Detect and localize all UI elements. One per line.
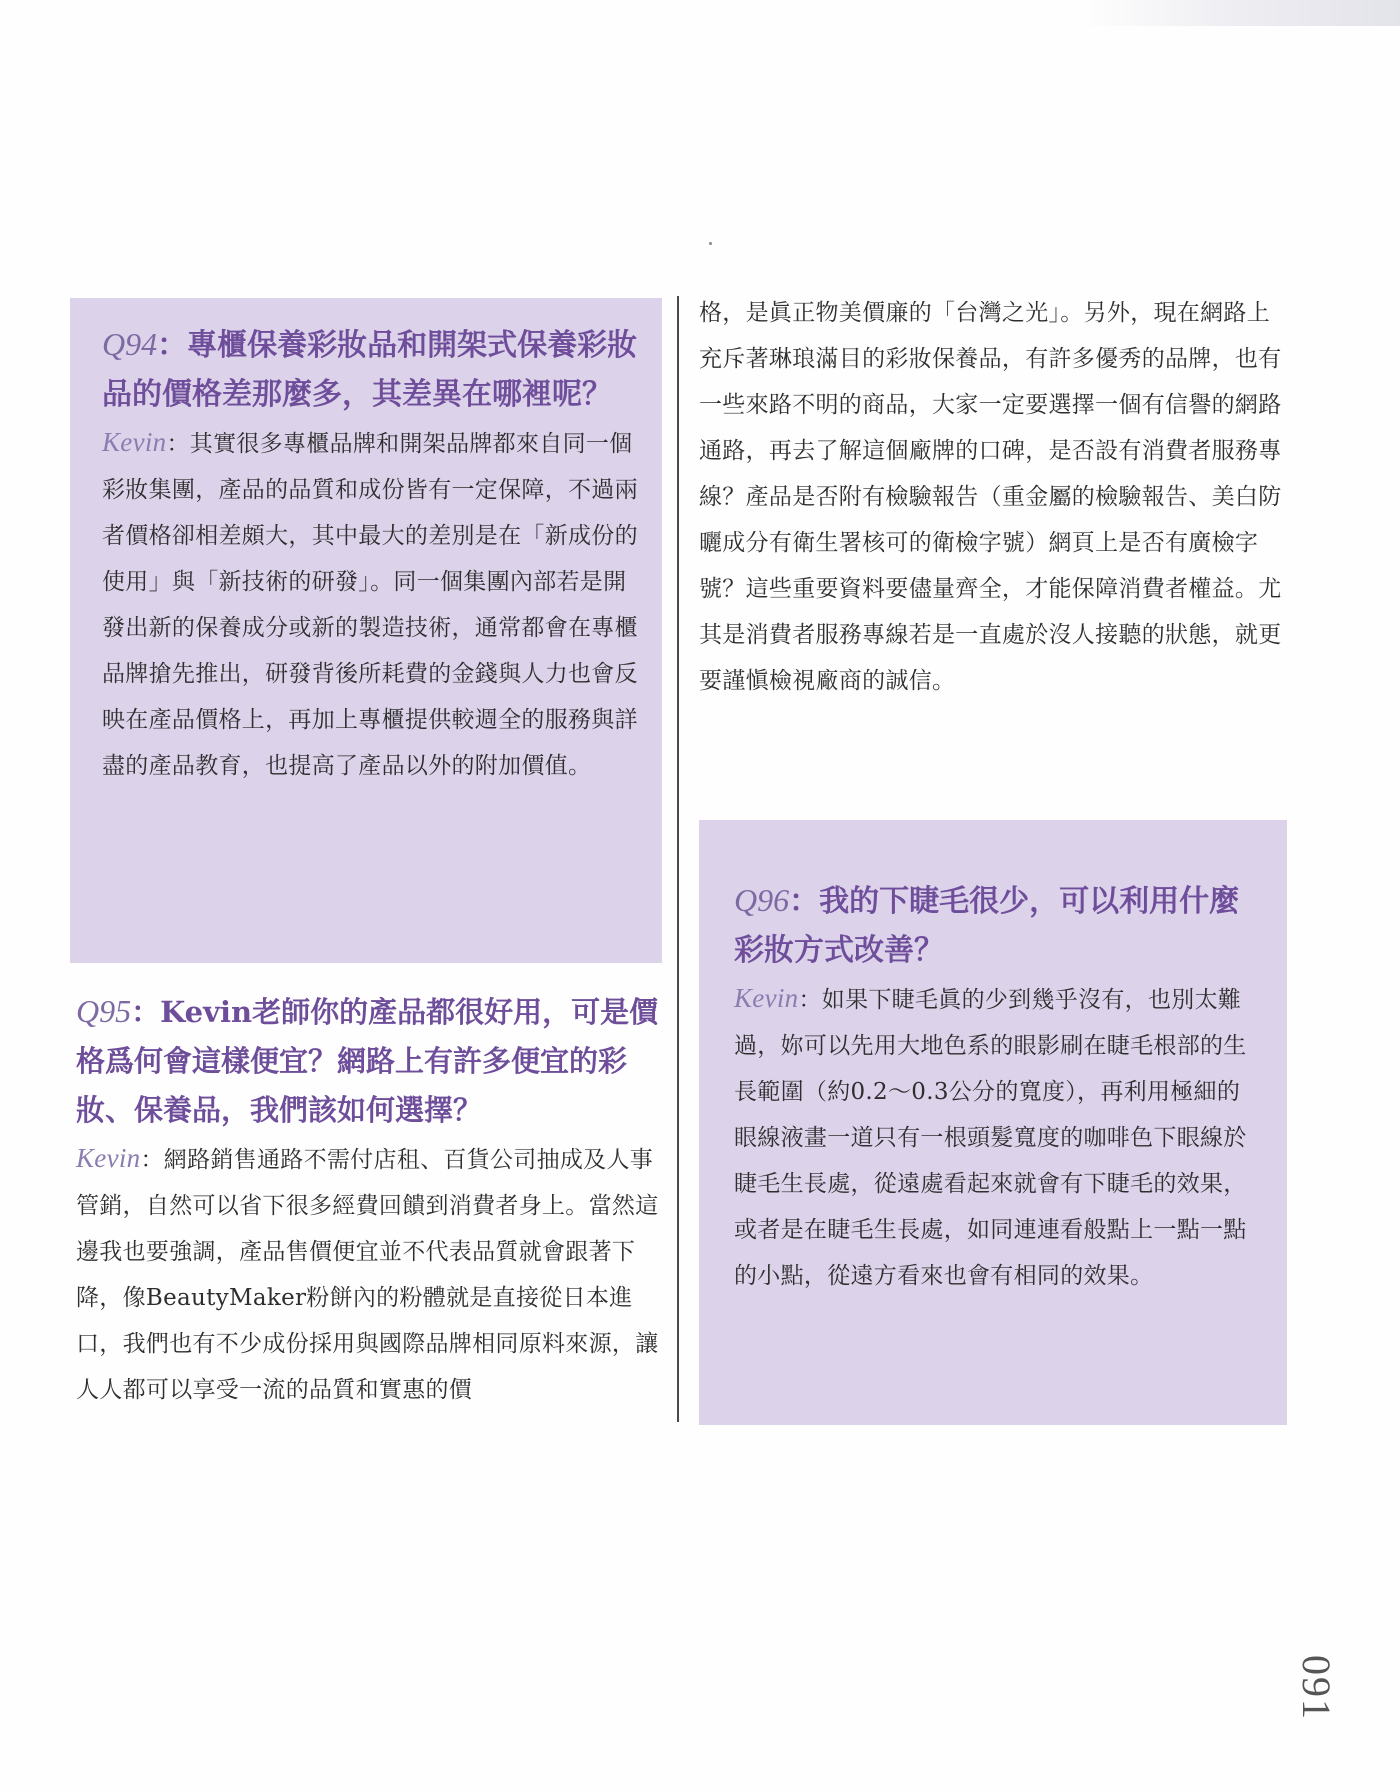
q96-answer-text: ：如果下睫毛眞的少到幾乎沒有，也別太難過，妳可以先用大地色系的眼影刷在睫毛根部的生長範圍（約0.2～0.3公分的寬度），再利用極細的眼線液畫一道只有一根頭髮寬度的咖啡色下眼線於睫毛生長處，從遠處看起來就會有下睫毛的效果，或者是在睫毛生長處，如同連連看般點上一點一點的小點，從遠方看來也會有相同的效果。 <box>734 987 1247 1289</box>
q95-answer-continued: 格，是眞正物美價廉的「台灣之光」。另外，現在網路上充斥著琳琅滿目的彩妝保養品，有許多優秀的品牌，也有一些來路不明的商品，大家一定要選擇一個有信譽的網路通路，再去了解這個廠牌的口碑，是否設有消費者服務專線？產品是否附有檢驗報告（重金屬的檢驗報告、美白防曬成分有衛生署核可的衛檢字號）網頁上是否有廣檢字號？這些重要資料要儘量齊全，才能保障消費者權益。尤其是消費者服務專線若是一直處於沒人接聽的狀態，就更要謹愼檢視廠商的誠信。 <box>699 300 1282 694</box>
q96-section <box>734 876 1254 1299</box>
q95-speaker: Kevin <box>76 1143 141 1173</box>
q96-answer <box>734 975 1254 1299</box>
q94-question-text: ：專櫃保養彩妝品和開架式保養彩妝品的價格差那麼多，其差異在哪裡呢？ <box>102 328 638 412</box>
q94-section <box>102 320 642 789</box>
q96-label: Q96 <box>734 882 790 918</box>
q96-speaker: Kevin <box>734 983 799 1013</box>
page-corner-shadow <box>1080 0 1400 26</box>
q94-answer-text: ：其實很多專櫃品牌和開架品牌都來自同一個彩妝集團，產品的品質和成份皆有一定保障，不過兩者價格卻相差頗大，其中最大的差別是在「新成份的使用」與「新技術的研發」。同一個集團內部若是開發出新的保養成分或新的製造技術，通常都會在專櫃品牌搶先推出，研發背後所耗費的金錢與人力也會反映在產品價格上，再加上專櫃提供較週全的服務與詳盡的產品教育，也提高了產品以外的附加價值。 <box>102 431 638 779</box>
q96-question-text: ：我的下睫毛很少，可以利用什麼彩妝方式改善？ <box>734 884 1240 968</box>
q95-question-text: ：Kevin老師你的產品都很好用，可是價格爲何會這樣便宜？網路上有許多便宜的彩妝、保養品，我們該如何選擇？ <box>76 995 659 1127</box>
q94-speaker: Kevin <box>102 427 167 457</box>
q95-answer <box>76 1135 666 1413</box>
q95-answer-continued-section <box>699 290 1293 704</box>
q96-question <box>734 876 1254 975</box>
q94-label: Q94 <box>102 326 158 362</box>
q95-question <box>76 987 666 1135</box>
page-number: 091 <box>1294 1655 1339 1721</box>
print-speck <box>709 242 712 245</box>
q94-answer <box>102 419 642 789</box>
q95-section <box>76 987 666 1413</box>
q94-question <box>102 320 642 419</box>
column-divider <box>677 296 679 1422</box>
q95-answer-text: ：網路銷售通路不需付店租、百貨公司抽成及人事管銷，自然可以省下很多經費回饋到消費者身上。當然這邊我也要強調，產品售價便宜並不代表品質就會跟著下降，像BeautyMaker粉餅內的粉體就是直接從日本進口，我們也有不少成份採用與國際品牌相同原料來源，讓人人都可以享受一流的品質和實惠的價 <box>76 1147 659 1403</box>
q95-label: Q95 <box>76 993 132 1029</box>
